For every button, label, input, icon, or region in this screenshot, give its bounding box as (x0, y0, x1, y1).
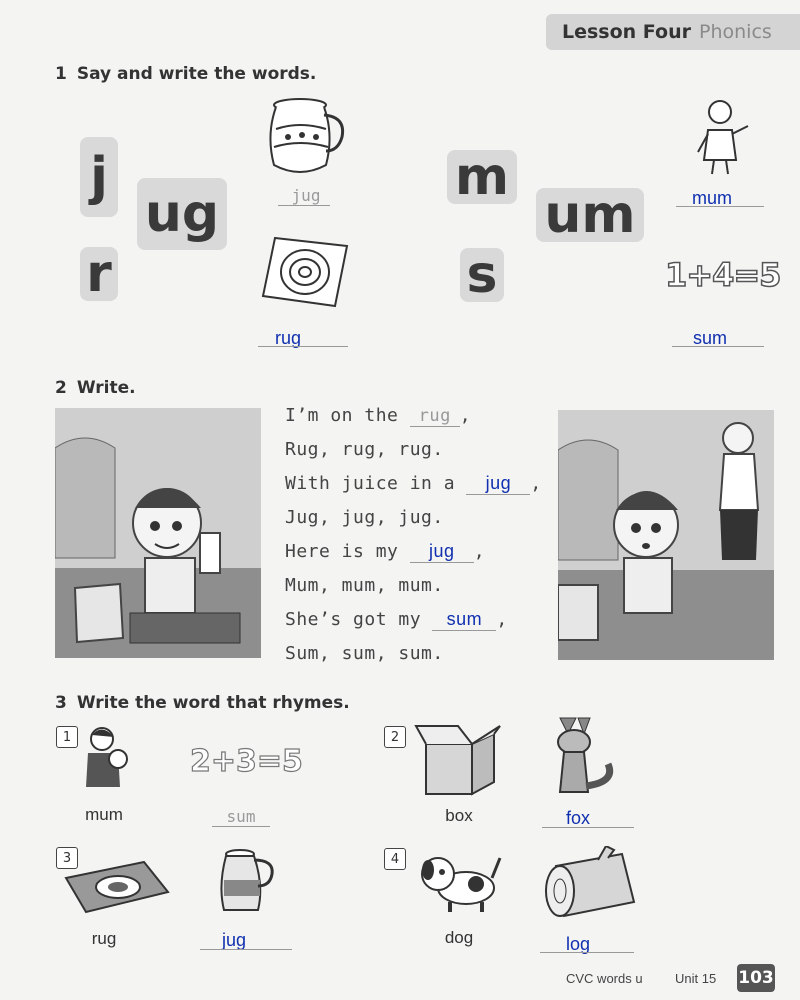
item-number: 4 (384, 848, 406, 870)
answer-line (278, 205, 330, 206)
section-3-title (55, 693, 350, 713)
equation-2-3-5: 2+3=5 (190, 744, 303, 779)
woman-icon (690, 96, 756, 176)
item-answer: sum (226, 807, 256, 826)
section-title-text: Say and write the words. (76, 64, 317, 84)
poem-blank-rug: rug (410, 406, 460, 427)
section-number: 1 (55, 64, 67, 84)
poem-line-4: Jug, jug, jug. (285, 507, 444, 528)
box-icon (412, 722, 504, 798)
footer-unit: Unit 15 (675, 971, 717, 986)
poem (285, 405, 545, 665)
letter-tile-s: s (460, 248, 504, 302)
answer-line (676, 206, 764, 207)
poem-line-1: I’m on the rug , (285, 405, 472, 426)
answer-rug: rug (274, 328, 301, 348)
lesson-label: Lesson Four (562, 21, 691, 43)
poem-line-2: Rug, rug, rug. (285, 439, 444, 460)
item-word: rug (91, 929, 117, 948)
section-title-text: Write. (76, 378, 136, 398)
answer-line (212, 826, 270, 827)
answer-mum: mum (692, 188, 732, 208)
lesson-header (546, 14, 800, 50)
letter-tile-m: m (447, 150, 517, 204)
dog-icon (414, 848, 502, 914)
letter-tile-j: j (80, 137, 118, 217)
topic-label: Phonics (699, 21, 772, 43)
poem-line-7: She’s got my sum , (285, 609, 508, 630)
item-number: 1 (56, 726, 78, 748)
page-number: 103 (737, 964, 775, 992)
poem-line-5: Here is my jug , (285, 541, 486, 562)
poem-line-3: With juice in a jug , (285, 473, 542, 494)
mother-with-baby-icon (80, 725, 136, 787)
letter-tile-ug: ug (137, 178, 227, 250)
letter-tile-um: um (536, 188, 644, 242)
fox-icon (546, 712, 618, 798)
answer-line (672, 346, 764, 347)
answer-line (258, 346, 348, 347)
section-2-title (55, 378, 136, 398)
poem-blank-sum: sum (432, 609, 496, 631)
answer-sum: sum (692, 328, 727, 348)
boy-and-mum-picture (558, 410, 774, 660)
jug-icon (218, 846, 278, 916)
poem-blank-jug-2: jug (410, 541, 474, 563)
rug-icon (62, 858, 172, 916)
item-word: mum (85, 805, 123, 824)
section-title-text: Write the word that rhymes. (76, 693, 350, 713)
log-icon (538, 846, 640, 922)
poem-line-8: Sum, sum, sum. (285, 643, 444, 664)
section-number: 3 (55, 693, 67, 713)
answer-line (542, 827, 634, 828)
item-answer: log (565, 934, 591, 954)
jug-icon (262, 95, 350, 180)
section-number: 2 (55, 378, 67, 398)
item-answer: jug (221, 930, 247, 950)
item-answer: fox (565, 808, 590, 828)
item-number: 3 (56, 847, 78, 869)
answer-line (540, 952, 634, 953)
section-1-title (55, 64, 316, 84)
answer-jug: jug (291, 186, 321, 205)
poem-blank-jug: jug (466, 473, 530, 495)
answer-line (200, 949, 292, 950)
rug-icon (255, 232, 355, 310)
item-word: box (445, 806, 473, 825)
equation-1-4-5: 1+4=5 (665, 256, 781, 294)
boy-on-rug-picture (55, 408, 261, 658)
item-number: 2 (384, 726, 406, 748)
poem-line-6: Mum, mum, mum. (285, 575, 444, 596)
item-word: dog (444, 928, 474, 947)
footer-topic: CVC words u (566, 971, 643, 986)
letter-tile-r: r (80, 247, 118, 301)
